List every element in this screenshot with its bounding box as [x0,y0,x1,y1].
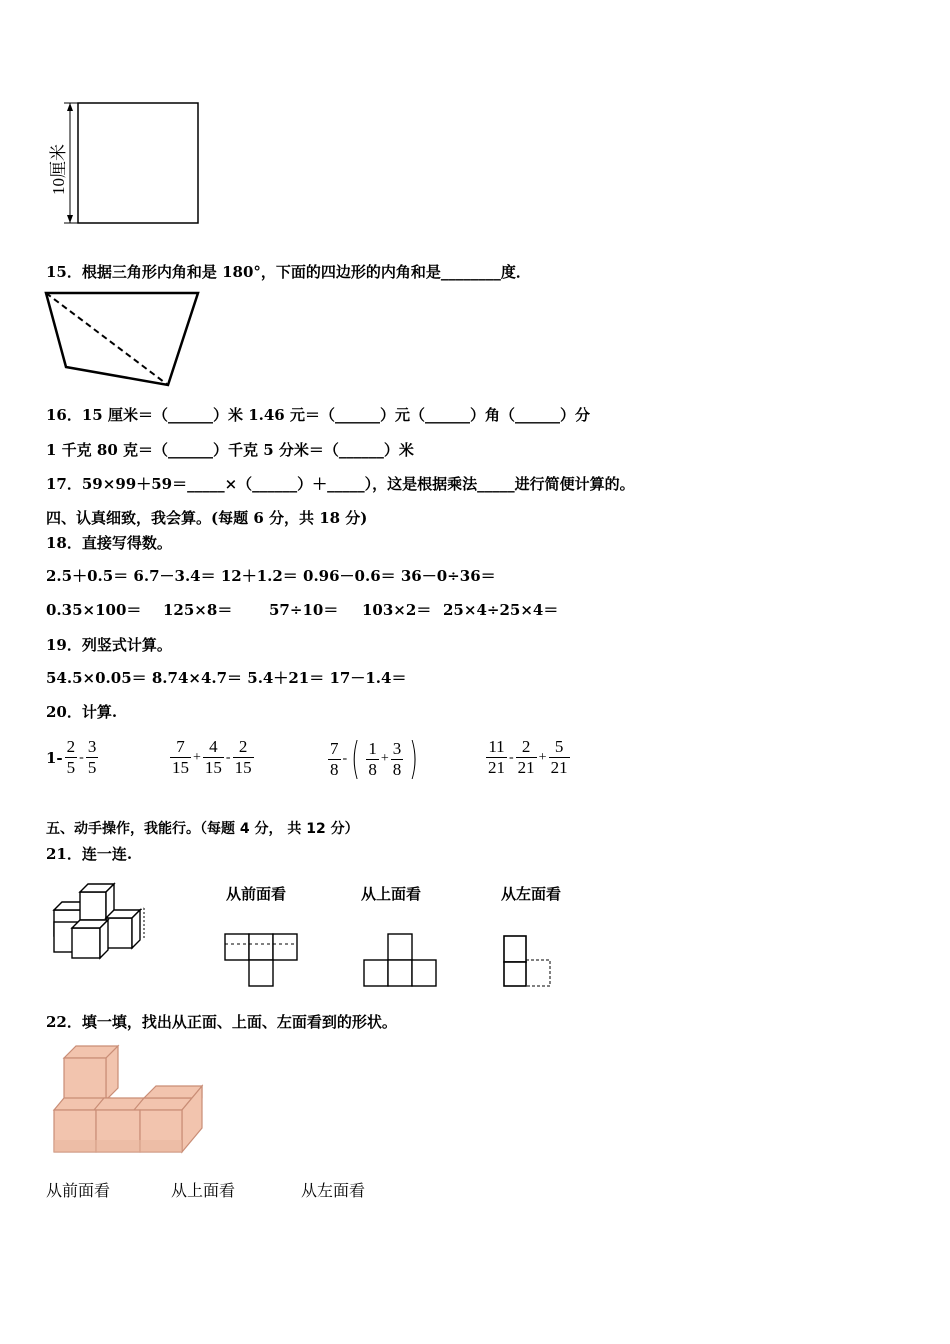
q16-line2: 1 千克 80 克＝（______）千克 5 分米＝（______）米 [46,441,414,459]
fraction: $\frac{3}{8}$ [392,738,402,779]
q18-row2-item: 125×8＝ [163,601,233,619]
q20-expr-1 [46,737,100,778]
operator: - [509,749,514,765]
q18-row2-item: 103×2＝ [362,601,432,619]
q18-row2-item: 0.35×100＝ [46,601,142,619]
q22-title: 22．填一填，找出从正面、上面、左面看到的形状。 [46,1013,397,1031]
q18-row1: 2.5＋0.5＝ 6.7－3.4＝ 12＋1.2＝ 0.96－0.6＝ 36－0÷36＝ [46,567,496,585]
q17-line: 17．59×99＋59＝_____×（______）＋_____），这是根据乘法_____进行简便计算的。 [46,475,635,493]
q22-label-left: 从左面看 [301,1181,366,1200]
q21-view-top[interactable] [361,930,441,990]
right-paren: ) [409,733,419,784]
fraction: $\frac{2}{21}$ [517,737,535,777]
q22-label-top: 从上面看 [171,1181,236,1200]
q20-expr-3 [326,733,422,784]
quadrilateral-figure [40,285,210,395]
q21-label-top: 从上面看 [361,885,422,903]
q15-blank[interactable]: ________ [440,263,501,281]
q18-row2-item: 57÷10＝ [269,601,339,619]
q19-title: 19．列竖式计算。 [46,636,172,654]
fraction: $\frac{7}{15}$ [172,737,189,777]
section5-title: 五、动手操作，我能行。（每题 4 分， 共 12 分） [46,821,359,837]
q16-line1: 16．15 厘米＝（______）米 1.46 元＝（______）元（______）角（______）分 [46,406,590,424]
fraction: $\frac{5}{21}$ [550,737,568,777]
q20-expr-2 [168,737,256,778]
operator: + [380,751,389,766]
operator: - [225,749,231,765]
square-figure [40,95,210,235]
operator: - [342,751,348,766]
square-side-label: 10厘米 [49,144,68,195]
q21-title: 21．连一连. [46,845,133,863]
fraction: $\frac{4}{15}$ [204,737,222,777]
q18-title: 18．直接写得数。 [46,534,172,552]
fraction: $\frac{1}{8}$ [368,738,377,779]
fraction: $\frac{2}{5}$ [66,737,76,777]
expr-lead: 1- [46,748,63,767]
q21-view-front[interactable] [222,930,302,990]
fraction: $\frac{7}{8}$ [330,738,339,779]
operator: + [193,749,201,765]
q15-line [46,261,531,282]
q18-row2-item: 25×4÷25×4＝ [443,601,559,619]
q15-suffix: 度． [500,263,531,281]
q20-expr-4 [484,737,572,778]
q15-text: 15．根据三角形内角和是 180°，下面的四边形的内角和是 [46,263,441,281]
fraction: $\frac{11}{21}$ [488,737,505,777]
fraction: $\frac{3}{5}$ [87,737,97,777]
q19-row: 54.5×0.05＝ 8.74×4.7＝ 5.4＋21＝ 17－1.4＝ [46,669,407,687]
fraction: $\frac{2}{15}$ [234,737,252,777]
operator: + [538,749,547,765]
q22-label-front: 从前面看 [46,1181,111,1200]
q21-label-front: 从前面看 [226,885,287,903]
q21-label-left: 从左面看 [501,885,562,903]
q21-cube-figure [46,880,156,965]
operator: - [79,749,84,765]
q20-title: 20．计算. [46,703,118,721]
q22-cube-figure [46,1040,216,1160]
left-paren: ( [351,733,361,784]
q21-view-left[interactable] [501,930,561,990]
section4-title: 四、认真细致，我会算。(每题 6 分，共 18 分) [46,509,368,527]
